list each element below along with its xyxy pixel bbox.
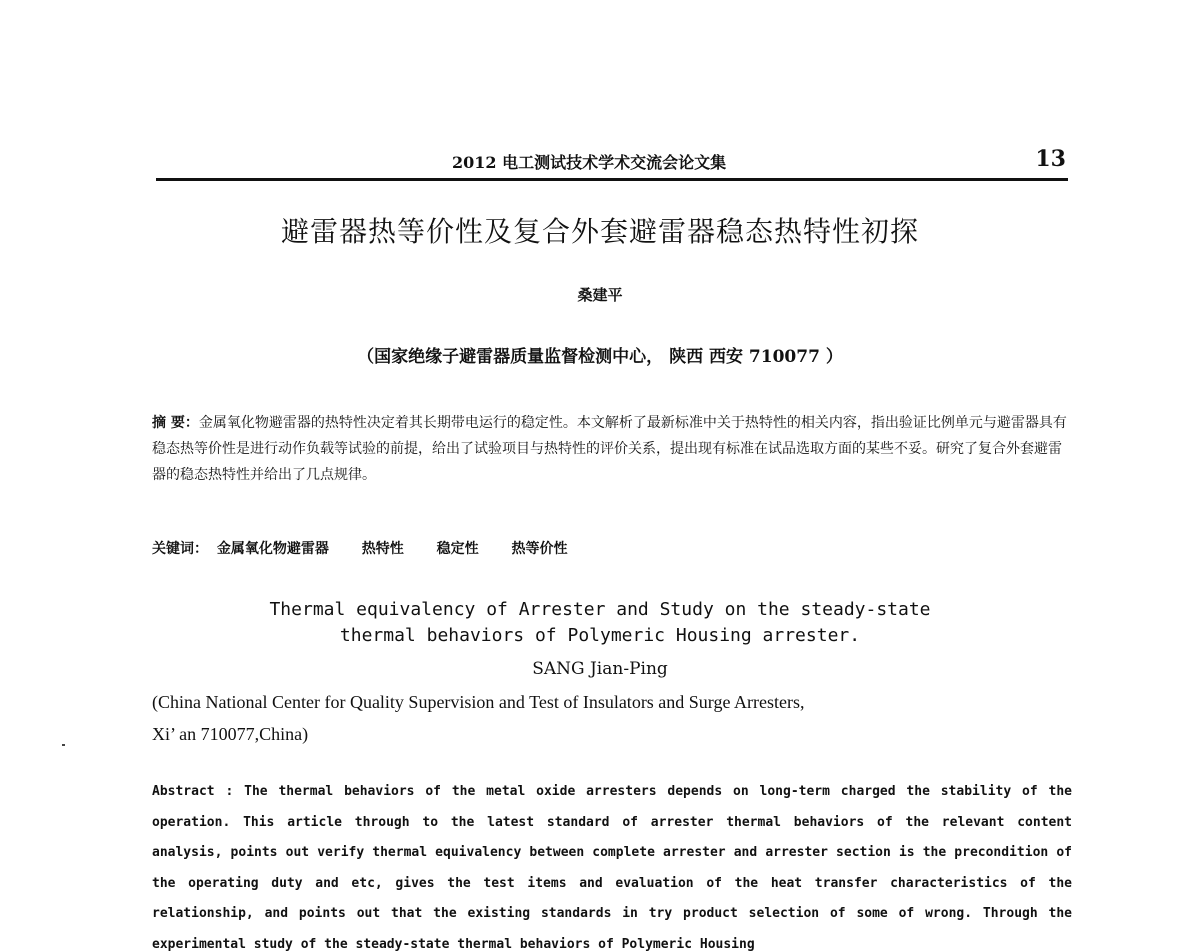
affiliation-en [152, 686, 1072, 750]
abstract-en [152, 777, 1072, 952]
paper-title-cn: 避雷器热等价性及复合外套避雷器稳态热特性初探 [280, 215, 919, 248]
author-en: SANG Jian-Ping [532, 659, 668, 679]
paper-title-en-line2: thermal behaviors of Polymeric Housing arrester. [339, 625, 861, 646]
affiliation-en-line2: Xi’ an 710077,China) [152, 724, 309, 744]
keyword-item: 热特性 [361, 541, 404, 557]
author-cn: 桑建平 [577, 286, 623, 304]
affiliation-en-line1: (China National Center for Quality Supervision and Test of Insulators and Surge Arresters, [152, 692, 805, 712]
abstract-cn-label: 摘 要： [152, 415, 199, 431]
abstract-cn-text: 金属氧化物避雷器的热特性决定着其长期带电运行的稳定性。本文解析了最新标准中关于热特性的相关内容，指出验证比例单元与避雷器具有稳态热等价性是进行动作负载等试验的前提，给出了试验项目与热特性的评价关系，提出现有标准在试品选取方面的某些不妥。研究了复合外套避雷器的稳态热特性并给出了几点规律。 [152, 415, 1067, 483]
paper-title-en-line1: Thermal equivalency of Arrester and Study on the steady-state [269, 599, 931, 620]
paper-title-en [0, 597, 1200, 649]
keywords-cn [152, 538, 1072, 558]
affiliation-cn: （国家绝缘子避雷器质量监督检测中心， 陕西 西安 710077 ） [357, 347, 843, 367]
keywords-cn-label: 关键词： [152, 541, 208, 557]
page-number: 13 [1035, 146, 1066, 172]
keyword-item: 金属氧化物避雷器 [216, 541, 329, 557]
running-title: 2012 电工测试技术学术交流会论文集 [452, 153, 727, 172]
abstract-en-text: The thermal behaviors of the metal oxide arresters depends on long-term charged the stability of the operation. This article through to the latest standard of arrester thermal behaviors of the relevant content analysis, points out verify thermal equivalency between complete arrester and arrester section is the precondition of the operating duty and etc, gives the test items and evaluation of the heat transfer characteristics of the relationship, and points out that the existing standards in try product selection of some of wrong. Through the experimental study of the steady-state thermal behaviors of Polymeric Housing [152, 784, 1072, 952]
abstract-cn [152, 410, 1072, 488]
scan-artifact [62, 744, 65, 746]
keyword-item: 热等价性 [511, 541, 568, 557]
keyword-item: 稳定性 [436, 541, 479, 557]
abstract-en-label: Abstract : [152, 784, 234, 799]
